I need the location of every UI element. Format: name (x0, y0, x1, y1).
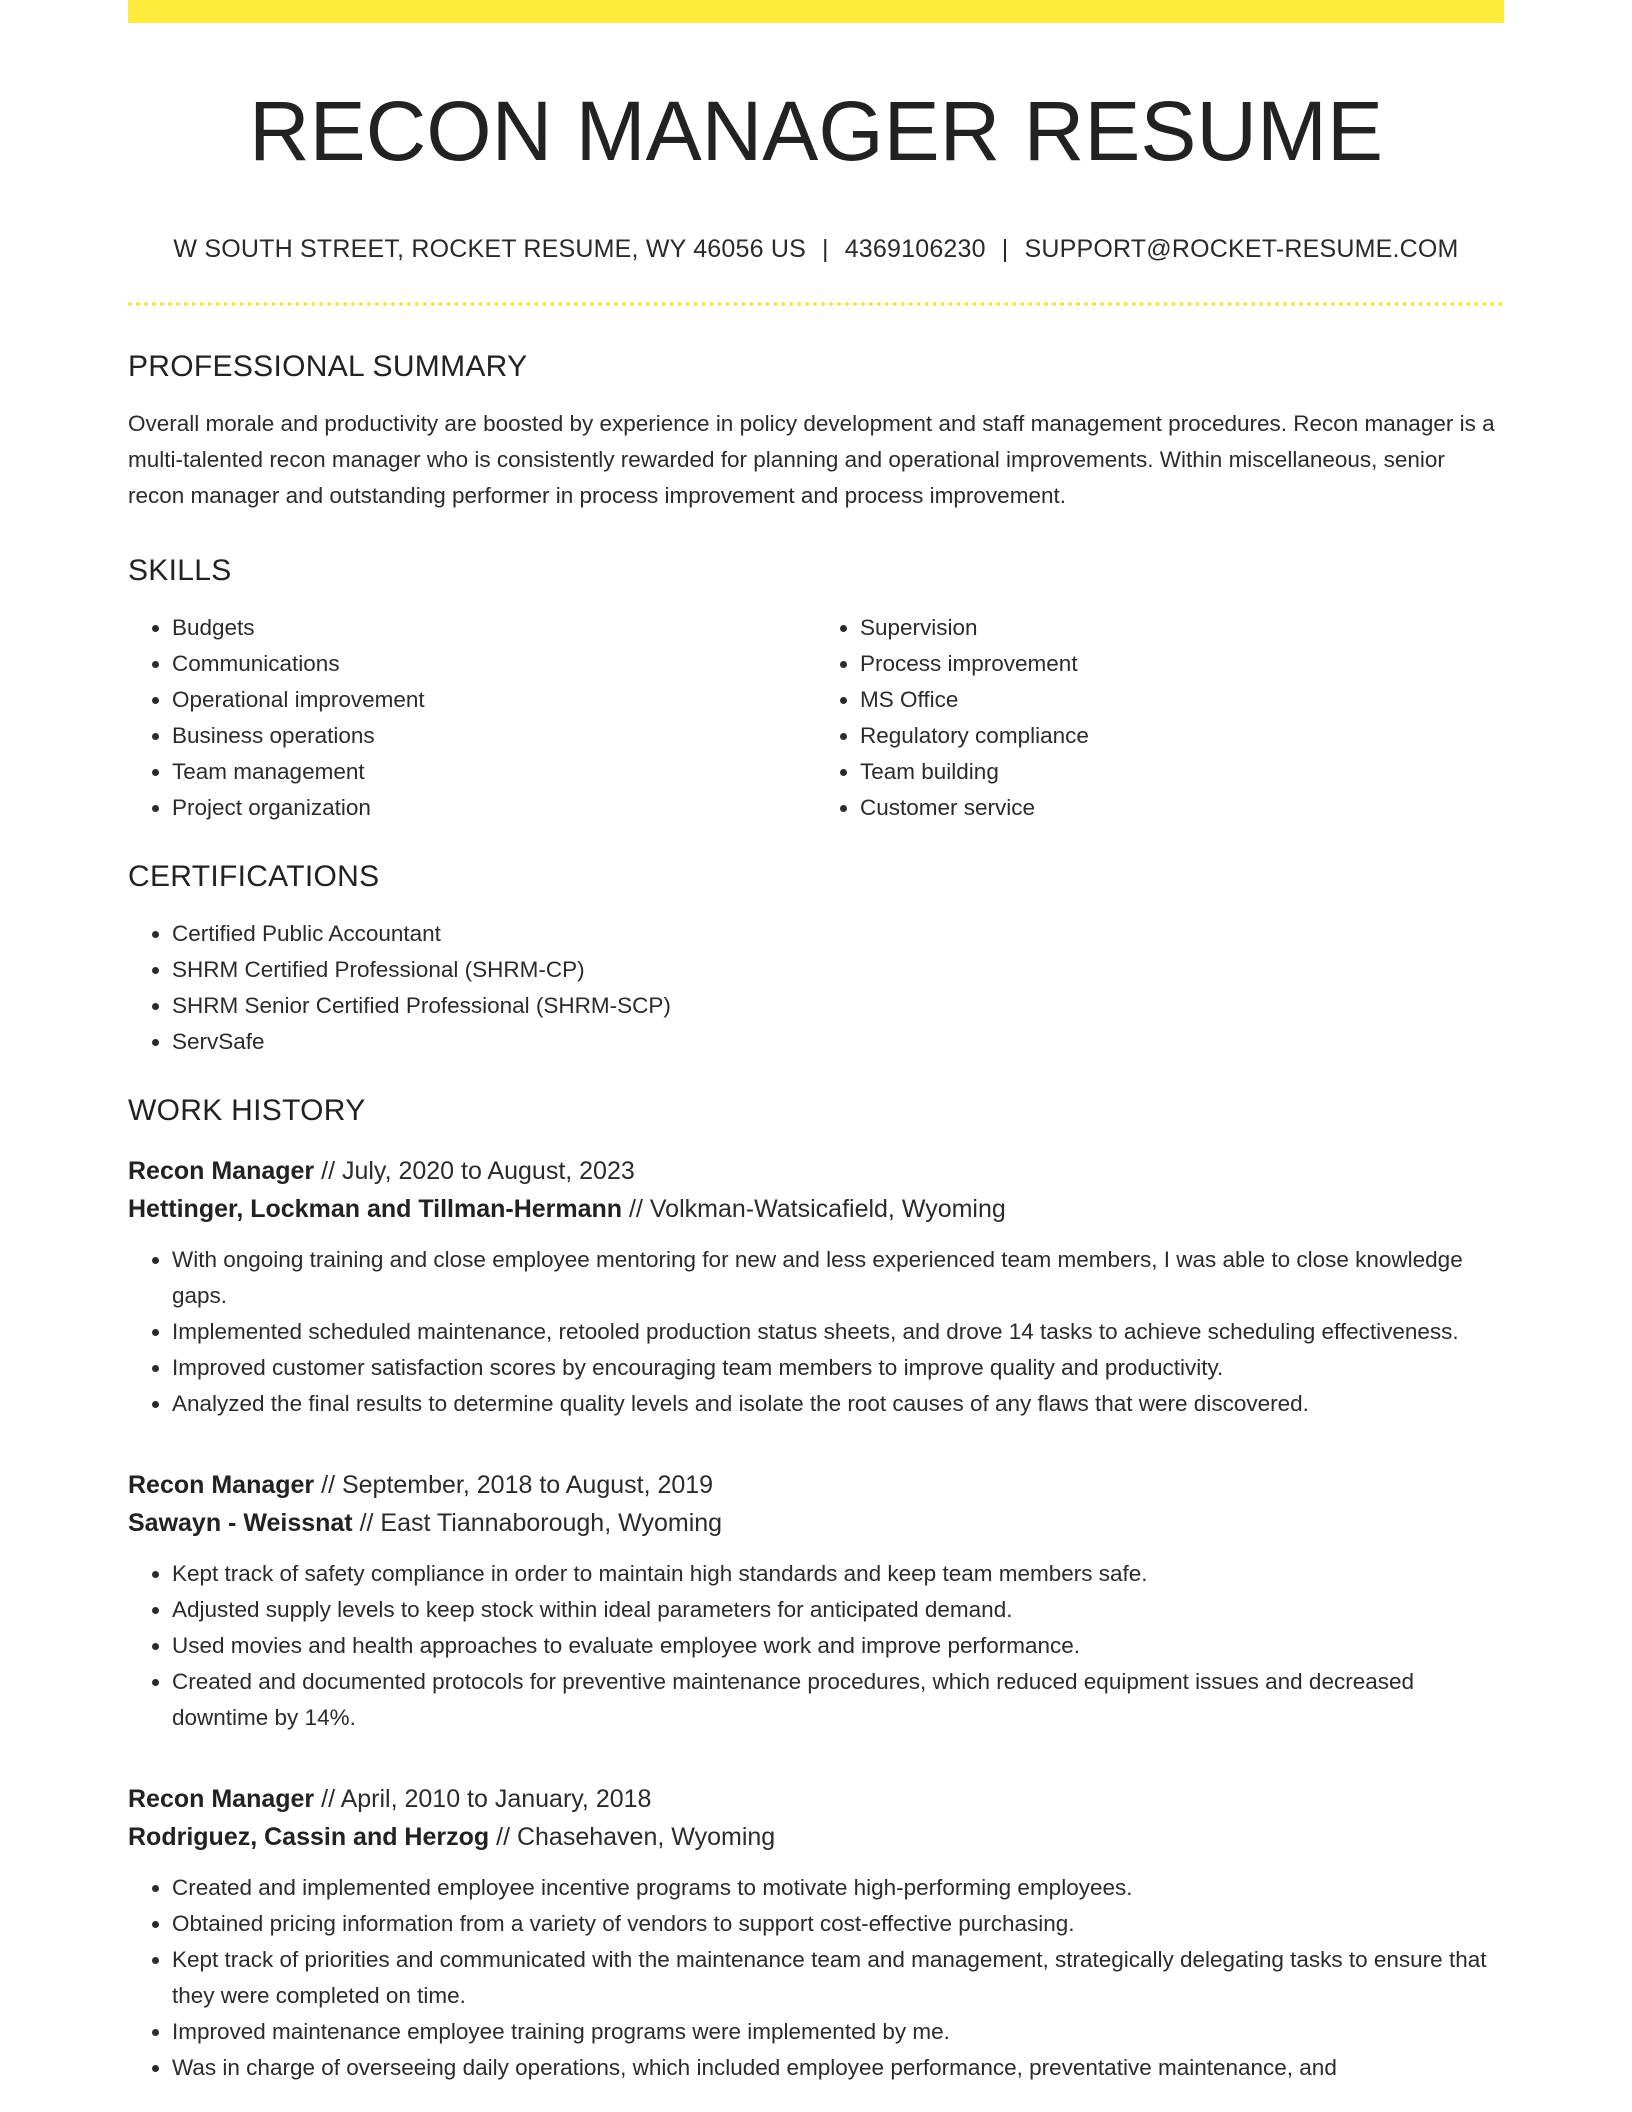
skill-item: • Process improvement (860, 646, 1504, 682)
job-location: // Chasehaven, Wyoming (496, 1823, 776, 1852)
job-entry (128, 1780, 1504, 2086)
work-history-section (128, 1094, 1504, 2086)
job-dates: // April, 2010 to January, 2018 (321, 1785, 652, 1814)
contact-line (128, 235, 1504, 264)
duty-item: • Used movies and health approaches to evaluate employee work and improve performance. (172, 1628, 1504, 1664)
certifications-section (128, 860, 1504, 1060)
skill-item: • Regulatory compliance (860, 718, 1504, 754)
skills-section (128, 554, 1504, 826)
duty-item: • Improved customer satisfaction scores by encouraging team members to improve quality and productivity. (172, 1350, 1504, 1386)
section-heading: CERTIFICATIONS (128, 860, 380, 894)
job-title: Recon Manager (128, 1157, 315, 1186)
job-title: Recon Manager (128, 1471, 315, 1500)
skills-list-left (128, 610, 816, 826)
duty-item: • Obtained pricing information from a variety of vendors to support cost-effective purchasing. (172, 1906, 1504, 1942)
job-title: Recon Manager (128, 1785, 315, 1814)
skill-item: • Budgets (172, 610, 816, 646)
skill-item: • Communications (172, 646, 816, 682)
certification-item: • ServSafe (172, 1024, 1504, 1060)
skill-item: • Business operations (172, 718, 816, 754)
duty-item: • Kept track of safety compliance in order to maintain high standards and keep team members safe. (172, 1556, 1504, 1592)
job-duties-list (128, 1556, 1504, 1736)
section-heading: SKILLS (128, 554, 232, 588)
certification-item: • SHRM Certified Professional (SHRM-CP) (172, 952, 1504, 988)
contact-address: W SOUTH STREET, ROCKET RESUME, WY 46056 US (173, 235, 806, 264)
job-duties-list (128, 1870, 1504, 2086)
job-title-line (128, 1466, 1504, 1504)
skill-item: • Supervision (860, 610, 1504, 646)
duty-item: • Improved maintenance employee training programs were implemented by me. (172, 2014, 1504, 2050)
section-heading: PROFESSIONAL SUMMARY (128, 350, 528, 384)
job-dates: // July, 2020 to August, 2023 (321, 1157, 635, 1186)
certifications-list (128, 916, 1504, 1060)
duty-item: • Kept track of priorities and communicated with the maintenance team and management, strategically delegating tasks to ensure that they were completed on time. (172, 1942, 1504, 2014)
job-entry (128, 1152, 1504, 1422)
job-company: Sawayn - Weissnat (128, 1509, 353, 1538)
contact-separator: | (1001, 235, 1009, 264)
skill-item: • Team building (860, 754, 1504, 790)
duty-item: • Implemented scheduled maintenance, retooled production status sheets, and drove 14 tasks to achieve scheduling effectiveness. (172, 1314, 1504, 1350)
certification-item: • Certified Public Accountant (172, 916, 1504, 952)
skill-item: • Customer service (860, 790, 1504, 826)
resume-title: RECON MANAGER RESUME (248, 84, 1384, 178)
contact-phone: 4369106230 (844, 235, 986, 264)
skills-grid (128, 610, 1504, 826)
job-location: // East Tiannaborough, Wyoming (359, 1509, 723, 1538)
duty-item: • Adjusted supply levels to keep stock within ideal parameters for anticipated demand. (172, 1592, 1504, 1628)
job-company: Rodriguez, Cassin and Herzog (128, 1823, 490, 1852)
job-company-line (128, 1504, 1504, 1542)
contact-email: SUPPORT@ROCKET-RESUME.COM (1024, 235, 1459, 264)
job-entry (128, 1466, 1504, 1736)
contact-separator: | (822, 235, 829, 264)
duty-item: • Was in charge of overseeing daily operations, which included employee performance, preventative maintenance, and (172, 2050, 1504, 2086)
job-title-line (128, 1780, 1504, 1818)
duty-item: • Analyzed the final results to determine quality levels and isolate the root causes of any flaws that were discovered. (172, 1386, 1504, 1422)
skill-item: • Project organization (172, 790, 816, 826)
job-company-line (128, 1190, 1504, 1228)
job-company-line (128, 1818, 1504, 1856)
skill-item: • Team management (172, 754, 816, 790)
skill-item: • Operational improvement (172, 682, 816, 718)
duty-item: • Created and implemented employee incentive programs to motivate high-performing employees. (172, 1870, 1504, 1906)
accent-bar (128, 0, 1504, 23)
skills-list-right (816, 610, 1504, 826)
job-dates: // September, 2018 to August, 2019 (321, 1471, 714, 1500)
section-heading: WORK HISTORY (128, 1094, 366, 1128)
header-divider (128, 302, 1504, 306)
job-title-line (128, 1152, 1504, 1190)
certification-item: • SHRM Senior Certified Professional (SHRM-SCP) (172, 988, 1504, 1024)
professional-summary-section (128, 350, 1504, 514)
skill-item: • MS Office (860, 682, 1504, 718)
job-location: // Volkman-Watsicafield, Wyoming (629, 1195, 1006, 1224)
duty-item: • With ongoing training and close employee mentoring for new and less experienced team members, I was able to close knowledge gaps. (172, 1242, 1504, 1314)
duty-item: • Created and documented protocols for preventive maintenance procedures, which reduced equipment issues and decreased downtime by 14%. (172, 1664, 1504, 1736)
summary-text: Overall morale and productivity are boosted by experience in policy development and staff management procedures. Recon manager is a multi-talented recon manager who is consistently rewarded for planning and operational improvements. Within miscellaneous, senior recon manager and outstanding performer in process improvement and process improvement. (128, 411, 1495, 509)
resume-page (128, 0, 1504, 2086)
job-duties-list (128, 1242, 1504, 1422)
job-company: Hettinger, Lockman and Tillman-Hermann (128, 1195, 623, 1224)
